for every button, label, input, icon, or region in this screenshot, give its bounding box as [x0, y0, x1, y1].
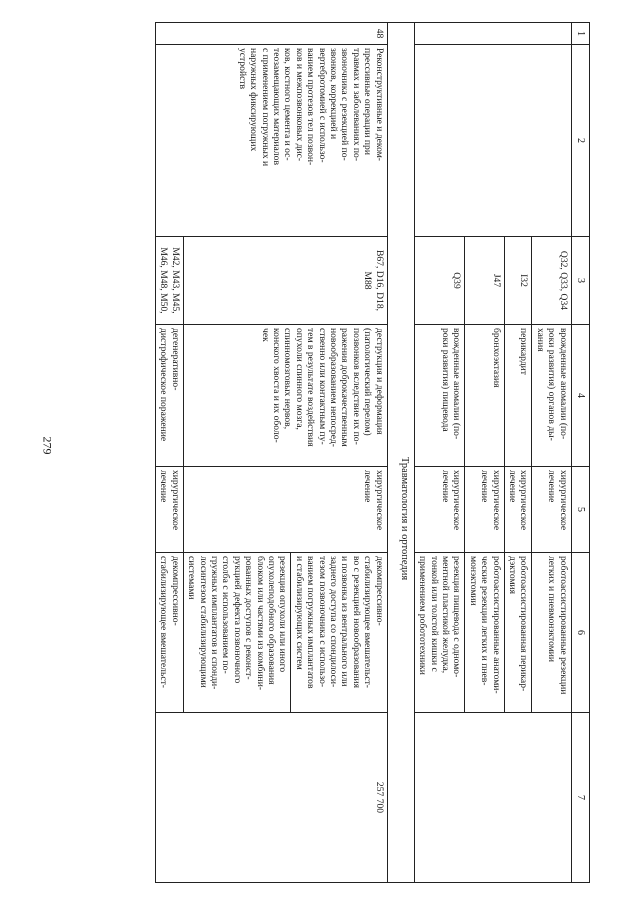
diagnosis-cell: дегенеративно- дистрофическое поражение: [156, 325, 184, 467]
diagnosis-cell: врожденные аномалии (по- роки развития) пищевода: [414, 325, 465, 467]
codes-cell: B67, D16, D18, M88: [183, 237, 387, 325]
cost-value: 257 700: [156, 713, 388, 883]
section-gap: [387, 713, 414, 883]
header-col-5: 5: [571, 467, 589, 553]
method-cell: роботоассистированные резекции легких и пневмонэктомии: [532, 553, 571, 713]
method-cell: роботоассистированные анатоми- ческие резекции легких и пнев- монэктомии: [465, 553, 504, 713]
diagnosis-cell: перикардит: [504, 325, 532, 467]
treatment-cell: хирургическое лечение: [532, 467, 571, 553]
procedure-name: Реконструктивные и деком- прессивные операции при травмах и заболеваниях по- звоночника с резекцией по- звонков, коррекцией и вертебротомией с использо- ванием протезов тел позвон- ков и межпозвонковых дис- ков, костного цемента и ос- теозамещающих материалов с применением погружных и наружных фиксирующих устройств: [156, 45, 388, 237]
header-col-2: 2: [571, 45, 589, 237]
header-col-6: 6: [571, 553, 589, 713]
header-col-1: 1: [571, 23, 589, 45]
section-gap: [387, 23, 414, 45]
treatment-cell: хирургическое лечение: [183, 467, 387, 553]
rotated-table-page: [80, 22, 590, 882]
codes-cell: I32: [504, 237, 532, 325]
method-cell: роботоассистированная перикар- дэктомия: [504, 553, 532, 713]
codes-cell: J47: [465, 237, 504, 325]
table-row: [291, 23, 387, 883]
procedure-name-cell: [414, 45, 571, 237]
services-table: [155, 22, 590, 883]
row-number-cell: [414, 23, 571, 45]
diagnosis-cell: деструкция и деформация (патологический перелом) позвонков вследствие их по- ражения доброкачественным новообразованием непосред- ственно или контактным пу- тем в результате воздействия опухоли спинного мозга, спинномозговых нервов, конского хвоста и их оболо- чек: [183, 325, 387, 467]
codes-cell: Q32, Q33, Q34: [532, 237, 571, 325]
method-cell: декомпрессивно- стабилизирующее вмешательст-: [156, 553, 184, 713]
codes-cell: Q39: [414, 237, 465, 325]
diagnosis-cell: врожденные аномалии (по- роки развития) органов ды- хания: [532, 325, 571, 467]
diagnosis-cell: бронхоэктазия: [465, 325, 504, 467]
section-row: [387, 23, 414, 883]
header-col-4: 4: [571, 325, 589, 467]
codes-cell: M42, M43, M45, M46, M48, M50,: [156, 237, 184, 325]
row-number: 48: [156, 23, 388, 45]
treatment-cell: хирургическое лечение: [414, 467, 465, 553]
header-col-7: 7: [571, 713, 589, 883]
table-row: [532, 23, 571, 883]
section-gap: [387, 45, 414, 237]
treatment-cell: хирургическое лечение: [465, 467, 504, 553]
section-title: Травматология и ортопедия: [387, 325, 414, 713]
page-number: 279: [40, 436, 55, 455]
header-col-3: 3: [571, 237, 589, 325]
method-cell: резекция пищевода с одномо- ментной пластикой желудка, тонкой или толстой кишки с применением робототехники: [414, 553, 465, 713]
treatment-cell: хирургическое лечение: [504, 467, 532, 553]
header-row: [571, 23, 589, 883]
section-gap: [387, 237, 414, 325]
method-cell: резекция опухоли или иного опухолеподобного образования блоком или частями из комбини- рованных доступов с реконст- рукцией дефекта позвоночного столба с использованием по- гружных имплантатов и спонди- лосинтезом стабилизирующими системами: [183, 553, 291, 713]
treatment-cell: хирургическое лечение: [156, 467, 184, 553]
method-cell: декомпрессивно- стабилизирующее вмешательст- во с резекцией новообразования и позвонка из вентрального или заднего доступа со спондилоси- тезом позвоночника с использо- ванием погружных имплантатов и стабилизирующих систем: [291, 553, 387, 713]
cost-cell: [414, 713, 571, 883]
